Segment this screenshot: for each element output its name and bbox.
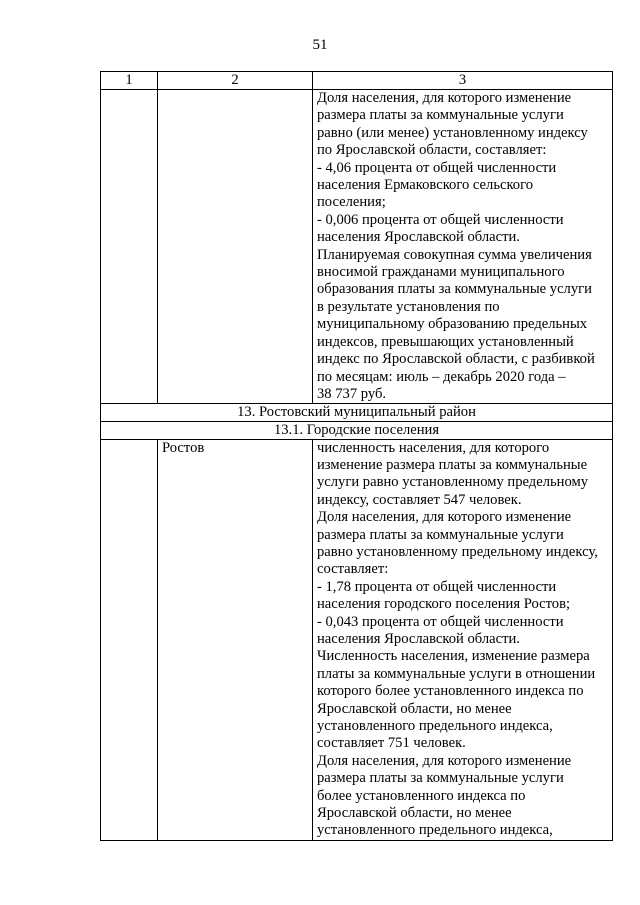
header-col-1: 1 xyxy=(101,72,158,90)
row2-line: - 1,78 процента от общей численности xyxy=(317,578,557,595)
row2-line: более установленного индекса по xyxy=(317,787,526,804)
row1-line: - 4,06 процента от общей численности xyxy=(317,159,557,176)
row2-line: которого более установленного индекса по xyxy=(317,683,584,700)
row1-col2 xyxy=(158,90,313,404)
section-row-district xyxy=(101,404,613,422)
row2-line: Ярославской области, но менее xyxy=(317,700,512,717)
row2-line: составляет: xyxy=(317,561,389,578)
row1-line: по месяцам: июль – декабрь 2020 года – xyxy=(317,368,566,385)
row1-line: Доля населения, для которого изменение xyxy=(317,90,572,106)
row1-line: равно (или менее) установленному индексу xyxy=(317,124,588,141)
row2-line: индексу, составляет 547 человек. xyxy=(317,491,522,508)
row1-line: по Ярославской области, составляет: xyxy=(317,142,547,159)
row1-col3 xyxy=(313,90,613,404)
row2-line: услуги равно установленному предельному xyxy=(317,474,589,491)
row1-line: поселения; xyxy=(317,194,386,211)
row1-line: размера платы за коммунальные услуги xyxy=(317,107,564,124)
table-row xyxy=(101,90,613,404)
row1-line: 38 737 руб. xyxy=(317,385,387,402)
row2-col3 xyxy=(313,439,613,840)
row1-line: в результате установления по xyxy=(317,298,500,315)
data-table xyxy=(100,71,613,841)
row2-col1 xyxy=(101,439,158,840)
header-col-3: 3 xyxy=(313,72,613,90)
row2-line: Ярославской области, но менее xyxy=(317,805,512,822)
row2-line: равно установленному предельному индексу, xyxy=(317,543,598,560)
page-number: 51 xyxy=(312,37,328,53)
row1-line: населения Ермаковского сельского xyxy=(317,177,534,194)
row1-line: населения Ярославской области. xyxy=(317,229,520,246)
table-row xyxy=(101,439,613,840)
row1-col1 xyxy=(101,90,158,404)
row2-line: Доля населения, для которого изменение xyxy=(317,752,572,769)
row1-line: - 0,006 процента от общей численности xyxy=(317,211,564,228)
row2-col2: Ростов xyxy=(158,439,313,840)
row2-line: установленного предельного индекса, xyxy=(317,718,553,734)
row1-line: индекс по Ярославской области, с разбивкой xyxy=(317,351,595,368)
row2-line: установленного предельного индекса, xyxy=(317,822,553,839)
row2-line: Доля населения, для которого изменение xyxy=(317,509,572,526)
header-col-2: 2 xyxy=(158,72,313,90)
row1-line: образования платы за коммунальные услуги xyxy=(317,281,592,298)
row2-line: платы за коммунальные услуги в отношении xyxy=(317,665,596,682)
row1-line: индексов, превышающих установленный xyxy=(317,333,574,350)
section-title-district: 13. Ростовский муниципальный район xyxy=(101,404,613,422)
row2-line: - 0,043 процента от общей численности xyxy=(317,613,564,630)
row2-line: составляет 751 человек. xyxy=(317,735,466,752)
row1-line: вносимой гражданами муниципального xyxy=(317,264,565,281)
row2-line: Численность населения, изменение размера xyxy=(317,648,590,665)
section-title-urban: 13.1. Городские поселения xyxy=(101,421,613,439)
row2-line: размера платы за коммунальные услуги xyxy=(317,770,564,787)
row1-line: Планируемая совокупная сумма увеличения xyxy=(317,246,592,263)
row2-line: размера платы за коммунальные услуги xyxy=(317,526,564,543)
row1-line: муниципальному образованию предельных xyxy=(317,316,588,333)
row2-line: населения городского поселения Ростов; xyxy=(317,596,571,613)
row2-line: изменение размера платы за коммунальные xyxy=(317,456,588,473)
row2-line: населения Ярославской области. xyxy=(317,630,520,647)
row2-line: численность населения, для которого xyxy=(317,439,550,456)
table-header-row xyxy=(101,72,613,90)
section-row-urban xyxy=(101,421,613,439)
